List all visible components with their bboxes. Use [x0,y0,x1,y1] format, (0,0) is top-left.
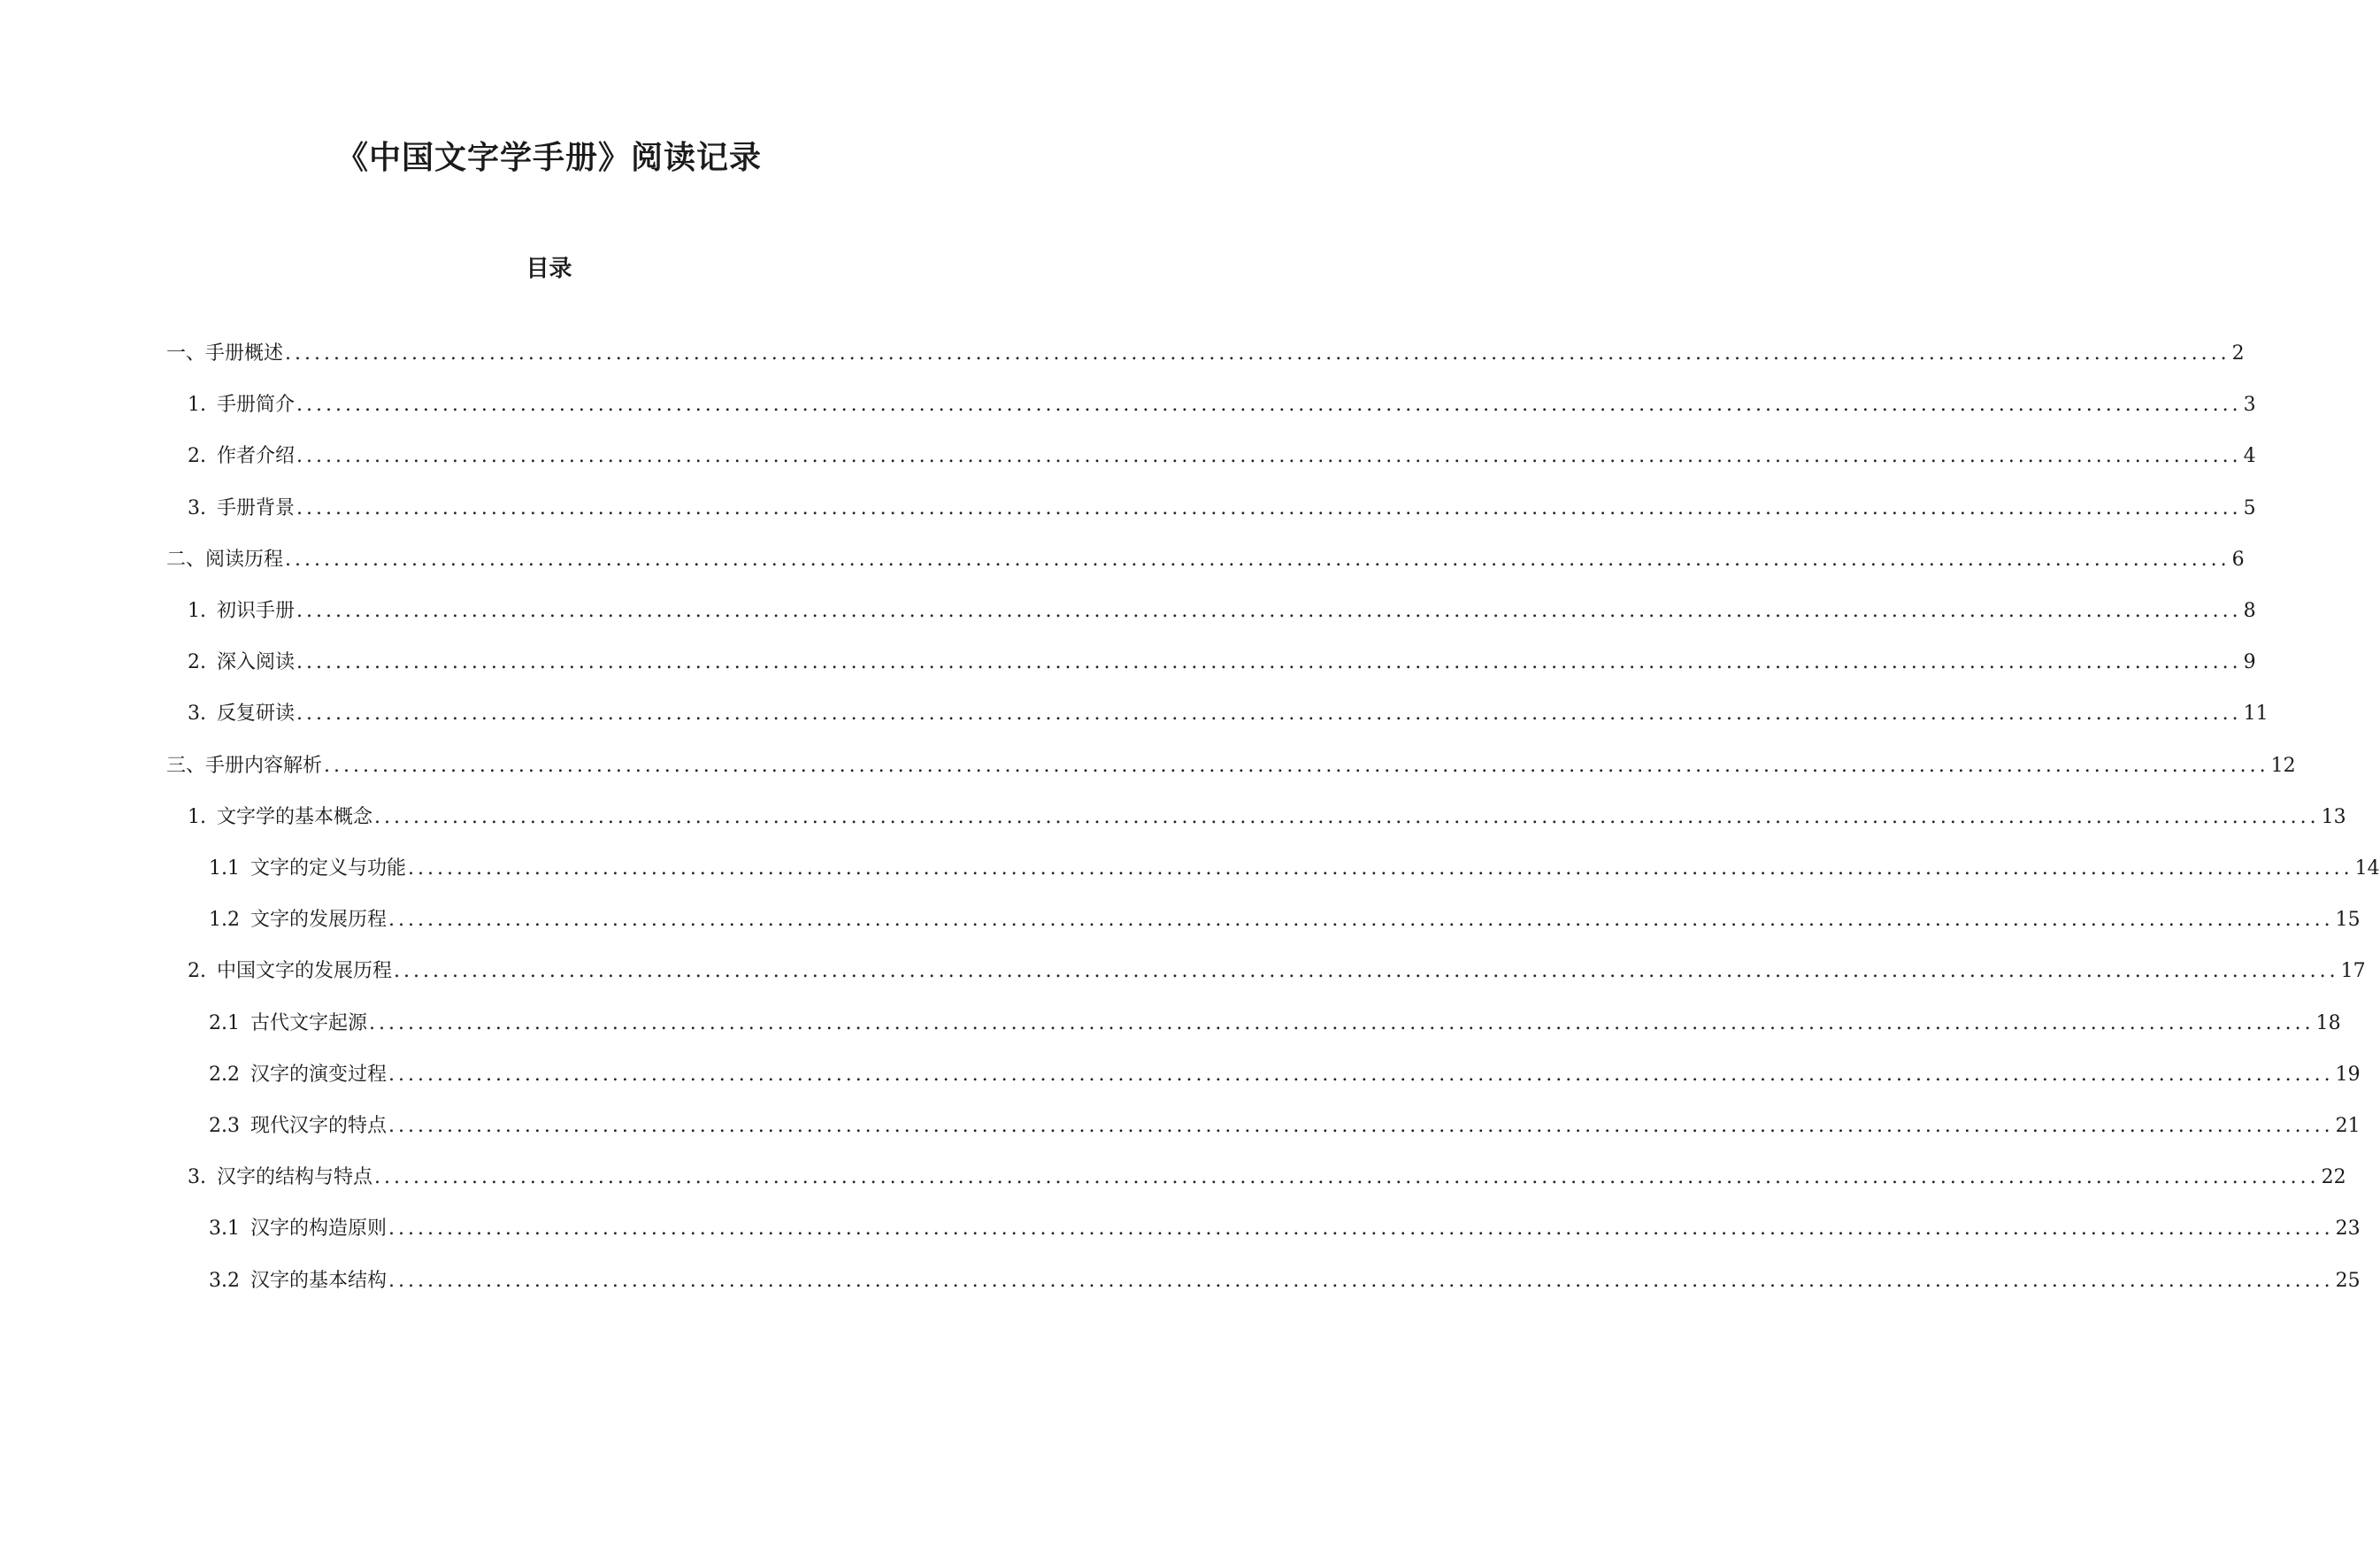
toc-entry-page-number: 17 [2340,960,2366,983]
toc-entry[interactable] [188,496,2256,522]
toc-entry-number: 3. [188,1166,206,1189]
toc-entry[interactable] [188,649,2256,676]
toc-entry[interactable] [166,547,2245,573]
toc-entry-page-number: 9 [2243,651,2256,674]
toc-entry[interactable] [188,392,2256,419]
toc-entry-label: 手册内容解析 [205,754,323,777]
toc-entry[interactable] [166,341,2245,367]
toc-entry-number: 3.1 [209,1218,240,1241]
toc-entry-number: 2. [188,960,206,983]
toc-leader-dots: ........................................................................................................................................................................................................ [388,1218,2334,1241]
toc-entry-label: 手册背景 [217,496,296,519]
toc-entry-label: 汉字的结构与特点 [217,1166,373,1189]
toc-entry[interactable] [209,1062,2361,1088]
document-title: 《中国文字学手册》阅读记录 [335,140,762,176]
toc-entry-number: 1. [188,394,206,417]
toc-entry-page-number: 23 [2335,1218,2361,1241]
toc-leader-dots: ........................................................................................................................................................................................................ [369,1011,2315,1034]
toc-leader-dots: ........................................................................................................................................................................................................ [388,1115,2334,1137]
toc-entry-number: 1.2 [209,909,240,932]
toc-entry-label: 现代汉字的特点 [250,1115,388,1137]
toc-entry-page-number: 15 [2335,909,2361,932]
toc-entry[interactable] [188,598,2256,625]
toc-entry-number: 2. [188,445,206,468]
toc-entry[interactable] [209,856,2380,882]
toc-entry-page-number: 12 [2270,754,2296,777]
toc-entry-page-number: 25 [2335,1269,2361,1292]
toc-leader-dots: ........................................................................................................................................................................................................ [285,548,2230,571]
toc-entry-label: 深入阅读 [217,651,296,674]
toc-entry-page-number: 18 [2315,1011,2341,1034]
toc-entry-label: 文字的发展历程 [250,909,388,932]
toc-entry-page-number: 21 [2335,1115,2361,1137]
toc-entry[interactable] [188,804,2346,831]
toc-entry[interactable] [188,1164,2346,1191]
toc-entry-label: 中国文字的发展历程 [217,960,393,983]
toc-entry-label: 初识手册 [217,600,296,622]
toc-entry-page-number: 19 [2335,1063,2361,1086]
toc-entry-number: 2.2 [209,1063,240,1086]
toc-leader-dots: ........................................................................................................................................................................................................ [388,1063,2334,1086]
toc-leader-dots: ........................................................................................................................................................................................................ [296,496,2242,519]
toc-entry-number: 一、 [166,342,206,365]
toc-entry-label: 作者介绍 [217,445,296,468]
toc-entry-label: 文字的定义与功能 [250,857,407,880]
toc-entry-number: 1. [188,805,206,828]
toc-leader-dots: ........................................................................................................................................................................................................ [296,394,2242,417]
toc-leader-dots: ........................................................................................................................................................................................................ [408,857,2353,880]
toc-entry[interactable] [209,1010,2341,1037]
toc-entry[interactable] [209,1268,2361,1295]
toc-entry-number: 3. [188,496,206,519]
toc-entry-number: 3.2 [209,1269,240,1292]
toc-leader-dots: ........................................................................................................................................................................................................ [388,909,2334,932]
toc-entry-number: 2.3 [209,1115,240,1137]
toc-entry-number: 三、 [166,754,206,777]
toc-entry-page-number: 11 [2243,703,2269,726]
toc-leader-dots: ........................................................................................................................................................................................................ [324,754,2269,777]
toc-entry-page-number: 13 [2321,805,2346,828]
toc-leader-dots: ........................................................................................................................................................................................................ [374,1166,2320,1189]
toc-entry-page-number: 3 [2243,394,2256,417]
toc-entry-label: 手册概述 [205,342,284,365]
toc-entry-number: 1. [188,600,206,622]
toc-entry-page-number: 8 [2243,600,2256,622]
toc-leader-dots: ........................................................................................................................................................................................................ [296,445,2242,468]
toc-entry-page-number: 2 [2231,342,2245,365]
toc-entry-label: 古代文字起源 [250,1011,368,1034]
toc-entry-page-number: 6 [2231,548,2245,571]
toc-leader-dots: ........................................................................................................................................................................................................ [394,960,2339,983]
toc-entry-label: 汉字的基本结构 [250,1269,388,1292]
toc-leader-dots: ........................................................................................................................................................................................................ [388,1269,2334,1292]
toc-entry-number: 2.1 [209,1011,240,1034]
toc-heading: 目录 [526,256,572,282]
toc-entry-label: 手册简介 [217,394,296,417]
toc-entry-label: 汉字的演变过程 [250,1063,388,1086]
toc-entry[interactable] [188,958,2366,985]
toc-leader-dots: ........................................................................................................................................................................................................ [296,703,2242,726]
toc-entry[interactable] [166,753,2296,780]
toc-entry-page-number: 4 [2243,445,2256,468]
toc-entry[interactable] [188,701,2269,727]
toc-entry-page-number: 14 [2354,857,2380,880]
toc-leader-dots: ........................................................................................................................................................................................................ [296,651,2242,674]
toc-entry[interactable] [209,1216,2361,1242]
toc-entry[interactable] [209,907,2361,934]
toc-leader-dots: ........................................................................................................................................................................................................ [296,600,2242,622]
toc-entry-number: 3. [188,703,206,726]
toc-entry-number: 2. [188,651,206,674]
toc-entry[interactable] [209,1113,2361,1140]
toc-entry-number: 1.1 [209,857,240,880]
toc-entry-page-number: 5 [2243,496,2256,519]
toc-entry-label: 汉字的构造原则 [250,1218,388,1241]
toc-entry-label: 反复研读 [217,703,296,726]
toc-entry-number: 二、 [166,548,206,571]
toc-leader-dots: ........................................................................................................................................................................................................ [285,342,2230,365]
toc-entry-label: 阅读历程 [205,548,284,571]
toc-leader-dots: ........................................................................................................................................................................................................ [374,805,2320,828]
toc-entry[interactable] [188,443,2256,470]
toc-entry-page-number: 22 [2321,1166,2346,1189]
toc-entry-label: 文字学的基本概念 [217,805,373,828]
